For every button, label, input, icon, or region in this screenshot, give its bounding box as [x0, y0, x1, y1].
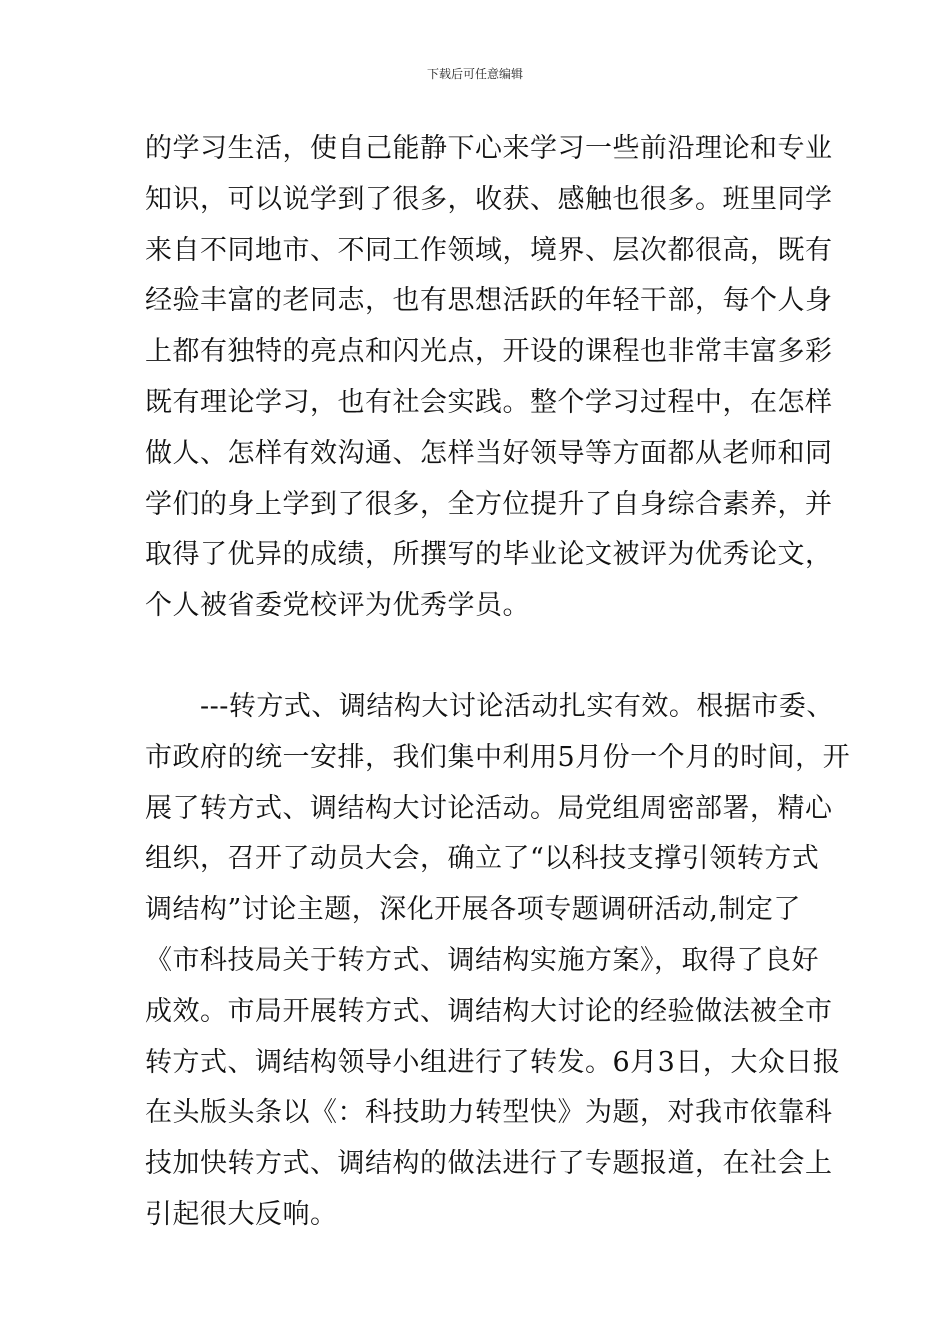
text-line: 学们的身上学到了很多，全方位提升了自身综合素养，并 — [145, 488, 833, 520]
text-line: 取得了优异的成绩，所撰写的毕业论文被评为优秀论文， — [145, 539, 833, 571]
paragraph-spacer — [145, 632, 810, 682]
text-line: 组织，召开了动员大会，确立了“以科技支撑引领转方式 — [145, 843, 820, 875]
text-line: 转方式、调结构领导小组进行了转发。6月3日，大众日报 — [145, 1046, 841, 1078]
paragraph-study-summary — [145, 124, 833, 632]
text-line: 市政府的统一安排，我们集中利用5月份一个月的时间，开 — [145, 741, 851, 773]
text-line: 来自不同地市、不同工作领域，境界、层次都很高，既有 — [145, 234, 833, 266]
text-line: 知识，可以说学到了很多，收获、感触也很多。班里同学 — [145, 183, 833, 215]
text-line: 经验丰富的老同志，也有思想活跃的年轻干部，每个人身 — [145, 285, 833, 317]
text-line: 既有理论学习，也有社会实践。整个学习过程中，在怎样 — [145, 386, 833, 418]
text-line: 做人、怎样有效沟通、怎样当好领导等方面都从老师和同 — [145, 437, 833, 469]
text-line: 展了转方式、调结构大讨论活动。局党组周密部署，精心 — [145, 792, 833, 824]
text-line: 在头版头条以《：科技助力转型快》为题，对我市依靠科 — [145, 1097, 833, 1129]
text-line: 技加快转方式、调结构的做法进行了专题报道，在社会上 — [145, 1148, 833, 1180]
document-body — [145, 124, 851, 1241]
text-line: ---转方式、调结构大讨论活动扎实有效。根据市委、 — [145, 690, 834, 722]
text-line: 引起很大反响。 — [145, 1198, 338, 1230]
text-line: 上都有独特的亮点和闪光点，开设的课程也非常丰富多彩 — [145, 336, 833, 368]
text-line: 的学习生活，使自己能静下心来学习一些前沿理论和专业 — [145, 133, 833, 164]
paragraph-discussion-activity — [145, 682, 851, 1241]
text-line: 调结构”讨论主题，深化开展各项专题调研活动,制定了 — [145, 894, 801, 926]
page-header-note: 下载后可任意编辑 — [426, 67, 523, 81]
text-line: 《市科技局关于转方式、调结构实施方案》，取得了良好 — [145, 944, 819, 976]
text-line: 个人被省委党校评为优秀学员。 — [145, 590, 530, 622]
text-line: 成效。市局开展转方式、调结构大讨论的经验做法被全市 — [145, 995, 833, 1027]
